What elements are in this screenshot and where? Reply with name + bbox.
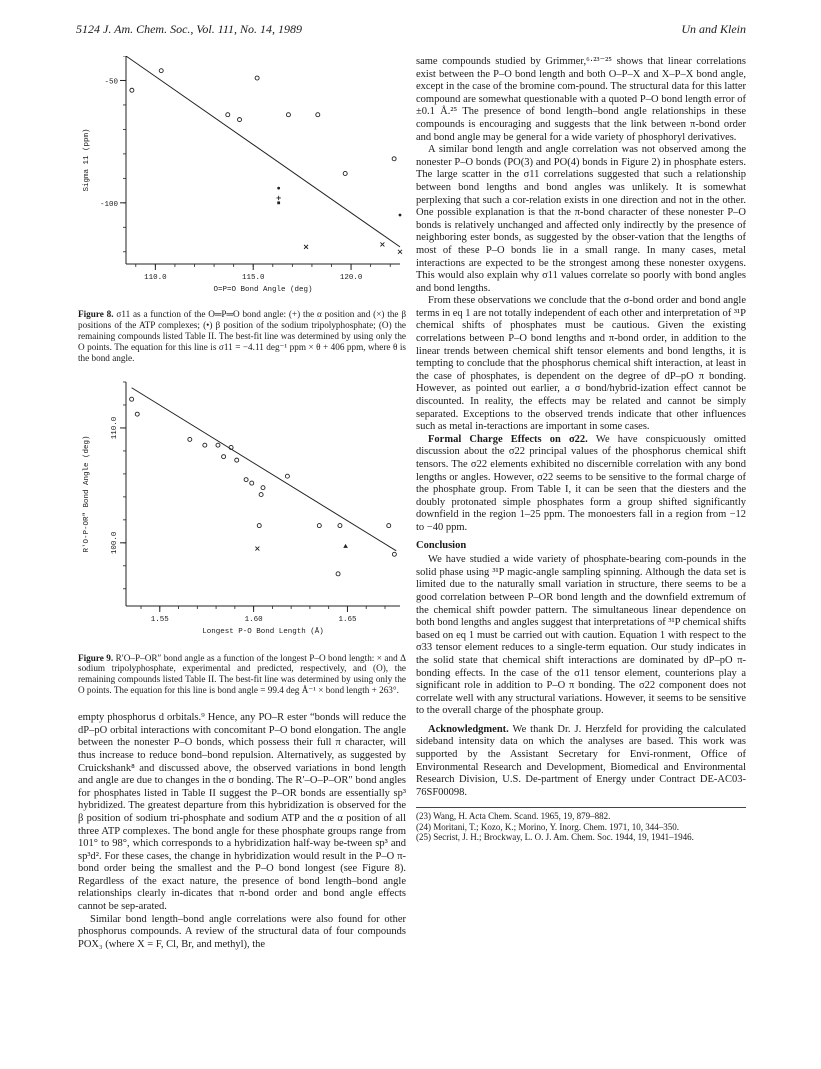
y-axis-label: Sigma 11 (ppm) — [83, 128, 91, 192]
body-paragraph: From these observations we conclude that the σ-bond order and bond angle terms in eq 1 are not totally independent of each other and interpretation of ³¹P chemical shifts of phosphates must be cautious. Given the existing correlations between P–O bond lengths and π-bond order, in addition to the linear trends between chemical shift tensor elements and bond lengths, it is tempting to conclude that the phosphorus chemical shift interaction, at least in the case of phosphates, is dependent on the degree of dP–pO π bonding. However, as pointed out earlier, a σ bond/hybrid-ization effect cannot be discounted. In reality, the effects may be related and cannot be simply separated. Exceptions to the observed trends indicate that other influences such as metal in-teractions are important in some cases. — [416, 295, 746, 433]
data-point-cross — [255, 546, 259, 550]
reference-item: (25) Secrist, J. H.; Brockway, L. O. J. Am. Chem. Soc. 1944, 19, 1941–1946. — [416, 832, 694, 843]
data-point-dot — [399, 214, 402, 217]
y-axis-label: R'O-P-OR" Bond Angle (deg) — [83, 435, 91, 553]
data-point-circle — [261, 485, 265, 489]
y-tick-label: -50 — [104, 78, 118, 87]
right-column — [416, 56, 746, 843]
body-paragraph: same compounds studied by Grimmer,⁶·²³⁻²⁵ shows that linear correlations exist between the P–O bond length and both O–P–X and X–P–X bond angle, except in the case of the bromine com-pound. The structural data for this latter compound are somewhat questionable with a quoted P–O bond length error of ±0.1 Å.²⁵ The presence of bond length–bond angle relationships in these compounds is encouraging and suggests that the link between π-bond order and bond angle may be general for a wide variety of phosphoryl derivatives. — [416, 56, 746, 143]
body-paragraph: Similar bond length–bond angle correlations were also found for other phosphorus compounds. A review of the structural data of four compounds POX₃ (where X = F, Cl, Br, and methyl), the — [78, 913, 406, 950]
data-point-cross — [398, 250, 402, 254]
data-point-circle — [259, 492, 263, 496]
data-point-circle — [387, 523, 391, 527]
x-tick-label: 115.0 — [241, 274, 265, 282]
data-point-circle — [159, 69, 163, 73]
data-point-circle — [188, 437, 192, 441]
data-point-circle — [286, 113, 290, 117]
reference-item: (23) Wang, H. Acta Chem. Scand. 1965, 19, 879–882. — [416, 811, 611, 822]
figure-9 — [78, 378, 406, 697]
data-point-cross — [380, 242, 384, 246]
x-tick-label: 1.65 — [338, 615, 357, 624]
y-tick-label: 100.0 — [111, 531, 119, 554]
section-heading-formal-charge: Formal Charge Effects on σ22. — [428, 433, 588, 445]
acknowledgment-heading: Acknowledgment. — [428, 723, 509, 735]
data-point-circle — [316, 113, 320, 117]
x-tick-label: 1.60 — [244, 615, 263, 624]
data-point-circle — [135, 412, 139, 416]
authors-running-head: Un and Klein — [681, 22, 746, 36]
references — [416, 807, 746, 843]
x-tick-label: 1.55 — [150, 615, 169, 624]
figure-9-caption-text: R′O–P–OR″ bond angle as a function of the longest P–O bond length: × and Δ sodium tripolyphosphate, experimental and predicted, respectively, and (O), the remaining compounds listed Table II. The best-fit line was determined by using only the O points. The equation for this line is bond angle = 99.4 deg Å⁻¹ × bond length + 263°. — [78, 652, 407, 696]
best-fit-line — [126, 56, 400, 247]
data-point-circle — [392, 157, 396, 161]
body-paragraph: empty phosphorus d orbitals.⁹ Hence, any PO–R ester “bonds will reduce the dP–pO orbital interactions with concomitant P–O bond elongation. The angle between the nonester P–O bonds, which possess their full π character, will thus increase to reduce bond–bond repulsion. Alternatively, as suggested by Cruickshank⁸ and discussed above, the observed variations in bond length and angle are due to changes in the σ bonding. The R′–O–P–OR″ bond angles for phosphates listed in Table II suggest the P–OR bonds are essentially sp³ hybridized. The greatest departure from this hybridization is observed for the β position of sodium tri-phosphate and sodium ATP and the α position of all three ATP complexes. The bond angle for these phosphate groups range from 101° to 98°, which corresponds to a hybridization half-way be-tween sp³ and sp³d². For these cases, the change in hybridization would result in the P–O π-bond order being the smallest and the P–O bond longest (see Figure 8). Regardless of the exact nature, the presence of bond length–bond angle relationships clearly in-dicates that π-bond order and bond angle effects cannot be sep-arated. — [78, 712, 406, 913]
data-point-circle — [285, 474, 289, 478]
x-tick-label: 120.0 — [339, 274, 363, 282]
data-point-circle — [336, 571, 340, 575]
data-point-circle — [238, 118, 242, 122]
body-paragraph: A similar bond length and angle correlation was not observed among the nonester P–O bonds (PO(3) and PO(4) bonds in Figure 2) in phosphate esters. The large scatter in the σ11 correlations suggested that such a relationship between bond lengths and bond angles was unlikely. It is somewhat perplexing that such a cor-relation exists in one direction and not in the other. One possible explanation is that the π-bond character of these nonester P–O bonds is relatively unchanged and affected only indirectly by the presence of neighboring ester bonds, as suggested by the obser-vation that the lengths of most of these P–O bonds lie in a small range. In many cases, metal interactions are expected to be the strongest among these nonester oxygens. This would also explain why σ11 values correlate so poorly with bond angles and bond lengths. — [416, 144, 746, 294]
data-point-plus — [276, 196, 280, 200]
data-point-circle — [222, 454, 226, 458]
data-point-circle — [216, 443, 220, 447]
x-axis-label: O=P=O Bond Angle (deg) — [213, 286, 313, 294]
reference-item: (24) Moritani, T.; Kozo, K.; Morino, Y. Inorg. Chem. 1971, 10, 344–350. — [416, 821, 679, 832]
data-point-circle — [130, 397, 134, 401]
figure-8-caption — [78, 309, 406, 364]
figure-9-caption-label: Figure 9. — [78, 652, 114, 663]
data-point-triangle — [343, 543, 348, 547]
figure-8-caption-label: Figure 8. — [78, 309, 114, 319]
y-tick-label: 110.0 — [111, 416, 119, 439]
data-point-square — [277, 201, 280, 204]
body-paragraph: We have studied a wide variety of phosphate-bearing com-pounds in the solid phase using ³¹P magic-angle sampling spinning. Although the data set is limited due to the naturally small variation in structure, there seems to be a good correlation between P–OR bond length and the downfield extremum of the chemical shift powder pattern. The simultaneous linear dependence on both bond lengths and angles suggest that interpretations of ³¹P chemical shifts based on eq 1 must be carried out with caution. Equation 1 with respect to the σ33 tensor element reduces to a single-term equation. Our study indicates in the solid state that chemical shift interactions are dominated by dP–pO π-bonding effects. In the case of the σ11 tensor element, counterions play a significant role in addition to P–O π bonding. The σ22 component does not correlate well with any structural variations. However, it seems to be sensitive to the overall charge of the phosphate group. — [416, 554, 746, 717]
y-tick-label: -100 — [99, 200, 118, 209]
data-point-circle — [392, 552, 396, 556]
body-paragraph: Formal Charge Effects on σ22. We have conspicuously omitted discussion about the σ22 principal values of the phosphorus chemical shift tensors. The σ22 elements exhibited no discernible correlation with any bond lengths or angles. However, σ22 seems to be sensitive to the formal charge of the phosphate group. From Table I, it can be seen that the diesters and the doubly protonated simple phosphates form a group shifted significantly downfield in the region 1–25 ppm. The monoesters fall in a region from −12 to −40 ppm. — [416, 433, 746, 533]
data-point-circle — [235, 458, 239, 462]
data-point-dot — [277, 187, 280, 190]
data-point-circle — [257, 523, 261, 527]
journal-citation: 5124 J. Am. Chem. Soc., Vol. 111, No. 14, 1989 — [76, 22, 302, 36]
left-column — [78, 56, 406, 951]
figure-8 — [78, 56, 406, 364]
acknowledgment: Acknowledgment. We thank Dr. J. Herzfeld for providing the calculated sideband intensity data on which the analyses are based. This work was supported by the Assistant Secretary for Envi-ronment, Office of Environmental Research and Development, Biomedical and Environmental Research Division, U.S. De-partment of Energy under Contract DE-AC03-76SF00098. — [416, 723, 746, 798]
data-point-circle — [343, 171, 347, 175]
x-tick-label: 110.0 — [144, 274, 167, 282]
best-fit-line — [132, 387, 397, 550]
data-point-circle — [338, 523, 342, 527]
data-point-cross — [304, 245, 308, 249]
data-point-circle — [226, 113, 230, 117]
data-point-circle — [203, 443, 207, 447]
section-heading-conclusion: Conclusion — [416, 539, 467, 551]
figure-9-caption — [78, 653, 406, 697]
data-point-circle — [244, 477, 248, 481]
data-point-circle — [130, 88, 134, 92]
page-header — [76, 22, 746, 40]
figure-8-plot — [78, 56, 406, 304]
figure-9-plot — [78, 378, 406, 648]
figure-8-caption-text: σ11 as a function of the O═P═O bond angle: (+) the α position and (×) the β positions of the ATP complexes; (•) β position of the sodium tripolyphosphate; (O) the remaining compounds listed Table II. The best-fit line was determined by using only the O points. The equation for this line is σ11 = −4.11 deg⁻¹ ppm × θ + 406 ppm, where θ is the bond angle. — [78, 309, 406, 363]
data-point-circle — [317, 523, 321, 527]
x-axis-label: Longest P-O Bond Length (Å) — [202, 627, 324, 636]
data-point-circle — [250, 481, 254, 485]
data-point-circle — [255, 76, 259, 80]
